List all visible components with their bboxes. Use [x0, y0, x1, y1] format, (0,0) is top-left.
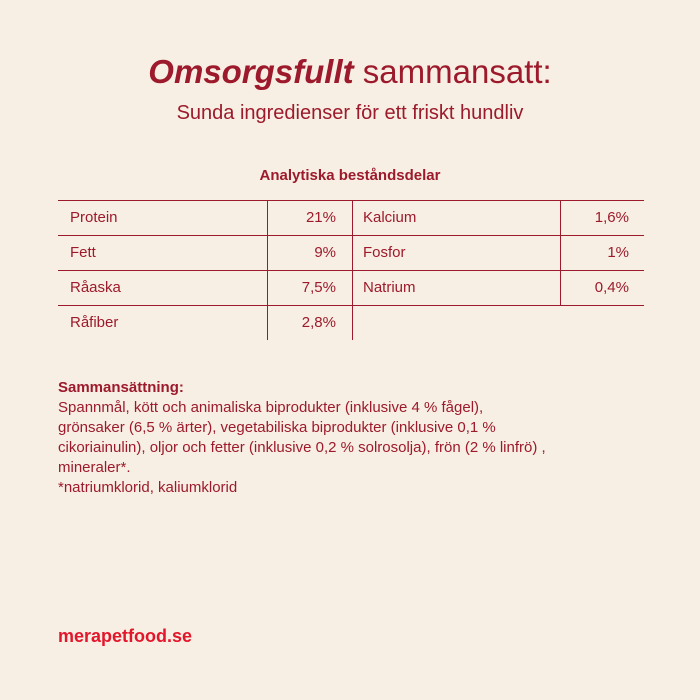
title-emphasis: Omsorgsfullt	[148, 53, 354, 90]
nutrient-value: 0,4%	[594, 279, 629, 296]
table-divider-2	[352, 200, 353, 340]
nutrient-label: Protein	[70, 209, 118, 226]
composition-text: Spannmål, kött och animaliska biprodukter (inklusive 4 % fågel), grönsaker (6,5 % ärter), vegetabiliska biprodukter (inklusive 0,1 % cikoriainulin), oljor och fetter (inklusive 0,2 % solrosolja), frön (2 % linfrö) , mineraler*. *natriumklorid, kaliumklorid	[58, 399, 546, 496]
analysis-title: Analytiska beståndsdelar	[259, 167, 441, 184]
nutrient-value: 21%	[305, 209, 336, 226]
nutrient-label: Råfiber	[70, 314, 119, 331]
nutrient-label: Fett	[70, 244, 96, 261]
title-rest: sammansatt:	[353, 53, 552, 90]
nutrient-label: Råaska	[70, 279, 121, 296]
nutrient-value: 1,6%	[594, 209, 629, 226]
nutrient-label: Natrium	[363, 279, 416, 296]
nutrient-value: 1%	[607, 244, 629, 261]
composition-section	[58, 378, 618, 498]
nutrient-value: 9%	[314, 244, 336, 261]
nutrient-label: Fosfor	[363, 244, 406, 261]
composition-heading: Sammansättning:	[58, 379, 184, 396]
page-subtitle: Sunda ingredienser för ett friskt hundliv	[176, 102, 524, 124]
page-title	[0, 52, 700, 92]
nutrient-value: 7,5%	[301, 279, 336, 296]
website-link[interactable]: merapetfood.se	[58, 626, 193, 646]
nutrient-label: Kalcium	[363, 209, 417, 226]
nutrient-value: 2,8%	[301, 314, 336, 331]
analysis-table	[58, 200, 644, 340]
